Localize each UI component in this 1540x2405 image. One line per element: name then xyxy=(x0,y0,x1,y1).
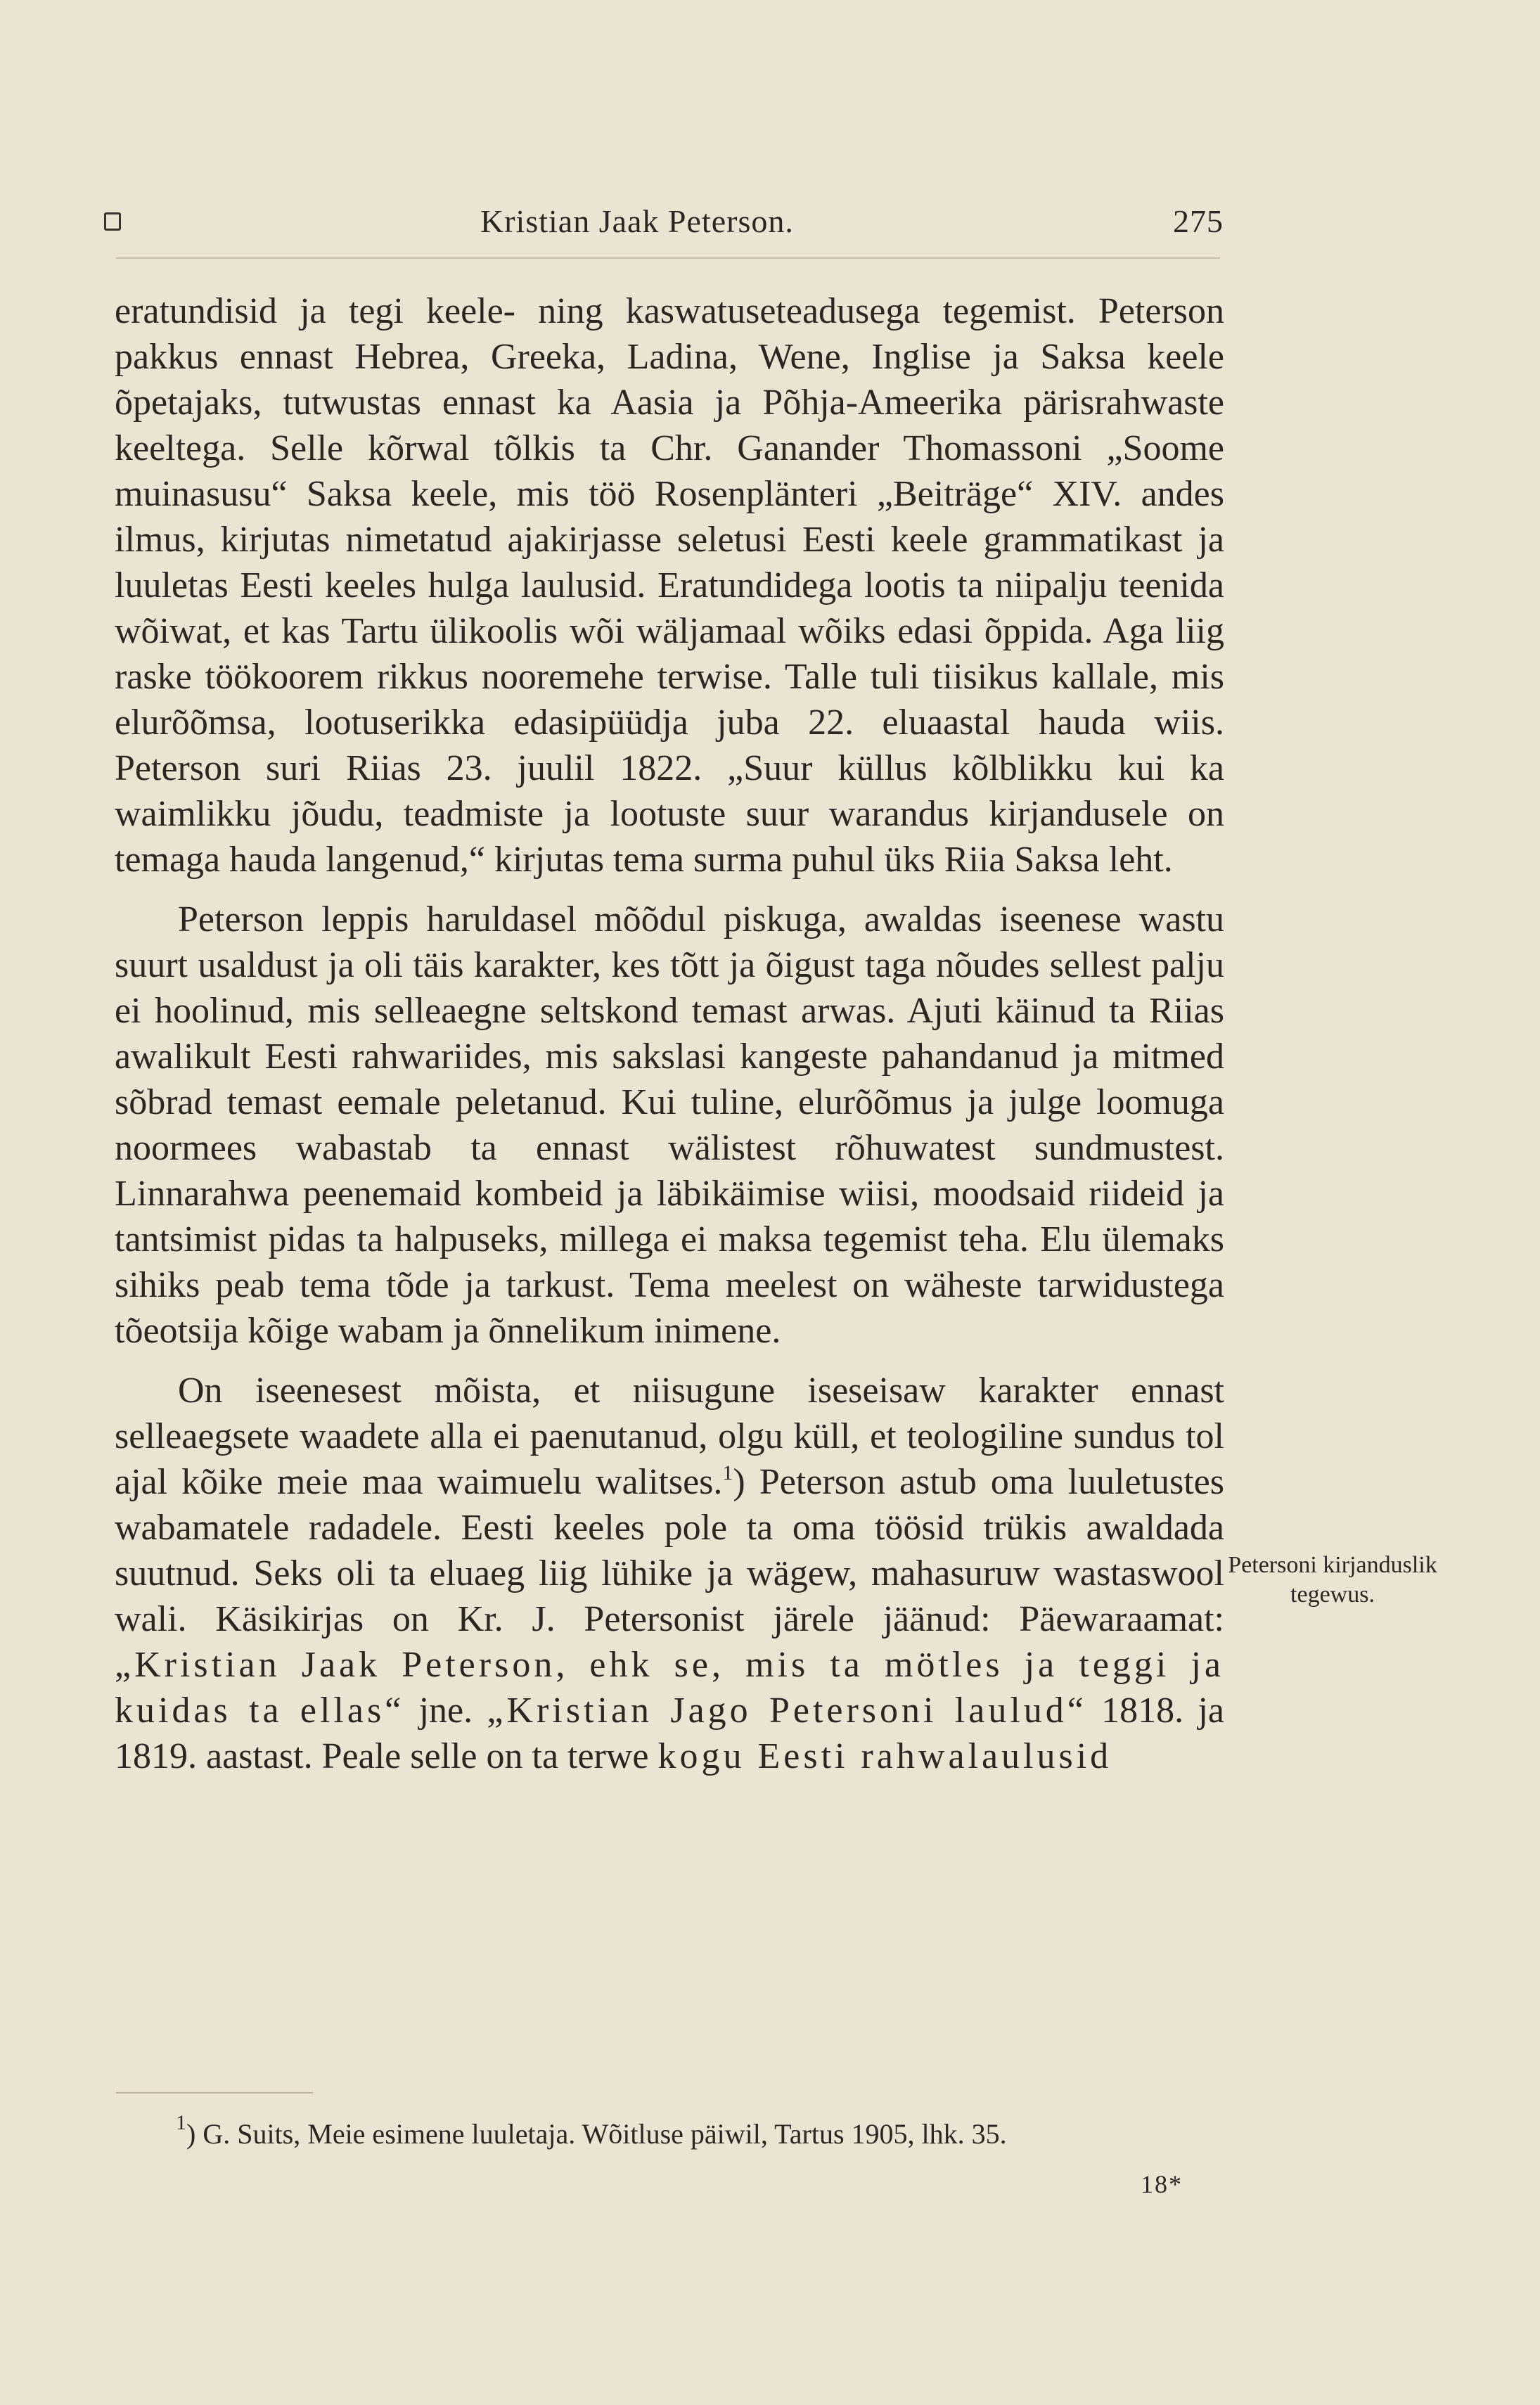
running-header xyxy=(104,203,1224,245)
paragraph-2: Peterson leppis haruldasel mõõdul piskuga, awaldas iseenese wastu suurt usaldust ja oli täis karakter, kes tõtt ja õigust taga nõudes sellest palju ei hoolinud, mis selleaegne seltskond temast arwas. Ajuti käinud ta Riias awalikult Eesti rahwariides, mis sakslasi kangeste pahandanud ja mitmed sõbrad temast eemale peletanud. Kui tuline, elurõõmus ja julge loomuga noormees wabastab ta ennast wälistest rõhuwatest sundmustest. Linnarahwa peenemaid kombeid ja läbikäimise wiisi, moodsaid riideid ja tantsimist pidas ta halpuseks, millega ei maksa tegemist teha. Elu ülemaks sihiks peab tema tõde ja tarkust. Tema meelest on wäheste tarwidustega tõeotsija kõige wabam ja õnnelikum inimene. xyxy=(115,899,1224,1351)
songs-title: „Kristian Jago Petersoni laulud“ xyxy=(487,1691,1087,1731)
footnote-rule xyxy=(116,2092,313,2093)
page-number: 275 xyxy=(1173,203,1224,239)
body-text xyxy=(115,288,1224,1779)
folk-songs-phrase: kogu Eesti rahwalaulusid xyxy=(657,1736,1112,1776)
signature-mark: 18* xyxy=(1141,2170,1183,2198)
footnote-marker: 1 xyxy=(176,2111,186,2134)
paragraph-1: eratundisid ja tegi keele- ning kaswatuseteadusega tegemist. Peterson pakkus ennast Hebrea, Greeka, Ladina, Wene, Inglise ja Saksa keele õpetajaks, tutwustas ennast ka Aasia ja Põhja-Ameerika pärisrahwaste keeltega. Selle kõrwal tõlkis ta Chr. Ganander Thomassoni „Soome muinasusu“ Saksa keele, mis töö Rosenplänteri „Beiträge“ XIV. andes ilmus, kirjutas nimetatud ajakirjasse seletusi Eesti keele grammatikast ja luuletas Eesti keeles hulga laulusid. Eratundidega lootis ta niipalju teenida wõiwat, et kas Tartu ülikoolis wõi wäljamaal wõiks edasi õppida. Aga liig raske töökoorem rikkus nooremehe terwise. Talle tuli tiisikus kallale, mis elurõõmsa, lootuserikka edasipüüdja juba 22. eluaastal hauda wiis. Peterson suri Riias 23. juulil 1822. „Suur küllus kõlblikku kui ka waimlikku jõudu, teadmiste ja lootuste suur warandus kirjandusele on temaga hauda langenud,“ kirjutas tema surma puhul üks Riia Saksa leht. xyxy=(115,291,1224,880)
paragraph-3-part-2: ) Peterson astub oma luuletustes wabamatele radadele. Eesti keeles pole ta oma töösid trükis awaldada suutnud. Seks oli ta eluaeg liig lühike ja wägew, mahasuruw wastaswool wali. Käsikirjas on Kr. J. Petersonist järele jäänud: Päewaraamat: xyxy=(115,1462,1225,1639)
paragraph-3-part-3: jne. xyxy=(404,1691,487,1731)
margin-note: Petersoni kirjanduslik tegewus. xyxy=(1228,1552,1437,1608)
running-title: Kristian Jaak Peterson. xyxy=(480,203,794,239)
footnote-text: ) G. Suits, Meie esimene luuletaja. Wõitluse päiwil, Tartus 1905, lhk. 35. xyxy=(186,2118,1007,2150)
footnote xyxy=(176,2111,1231,2152)
paragraph-3-part-4: 1818. ja 1819. aastast. Peale selle on ta terwe xyxy=(115,1691,1224,1776)
header-rule xyxy=(116,257,1220,259)
paragraph-3 xyxy=(115,1368,1224,1779)
paragraph-3-part-1: On iseenesest mõista, et niisugune iseseisaw karakter ennast selleaegsete waadete alla ei paenutanud, olgu küll, et teologiline sundus tol ajal kõike meie maa waimuelu walitses. xyxy=(115,1371,1224,1502)
diary-title: „Kristian Jaak Peterson, ehk se, mis ta mötles ja teggi ja kuidas ta ellas“ xyxy=(115,1645,1224,1731)
footnote-ref: 1 xyxy=(722,1461,733,1484)
page-mark-icon xyxy=(104,212,121,231)
